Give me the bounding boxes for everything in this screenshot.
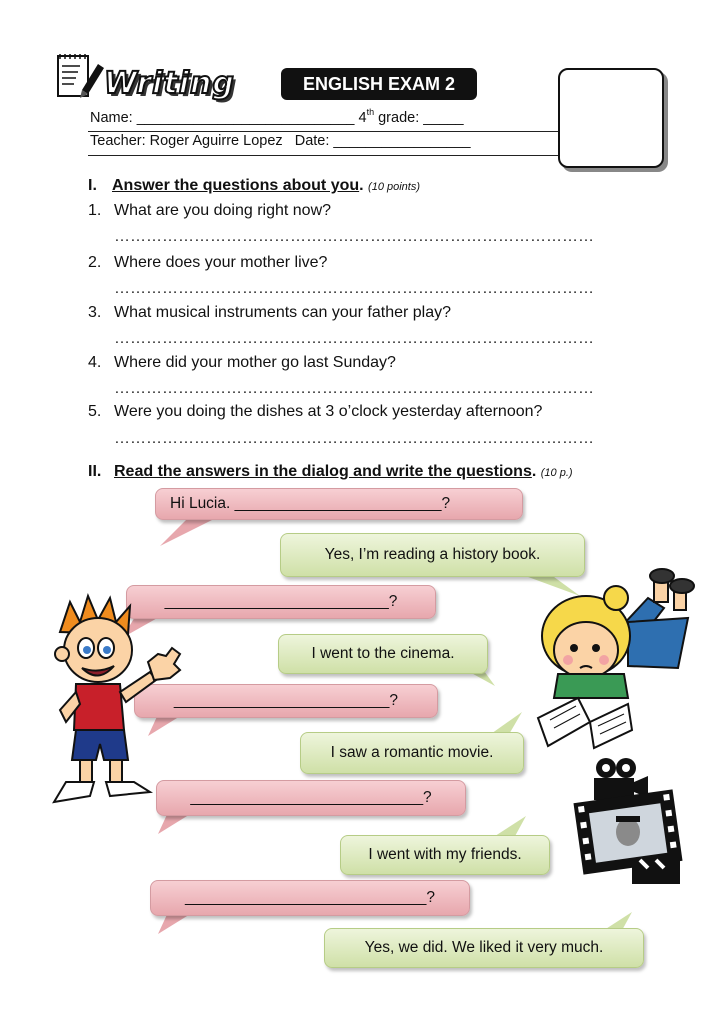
- question-number: 5.: [88, 403, 102, 420]
- section-points: (10 points): [368, 181, 421, 193]
- question-item: [88, 304, 451, 322]
- question-item: [88, 202, 331, 220]
- logo-text: Writing: [104, 66, 235, 101]
- dialog-bubble-answer: I went with my friends.: [340, 835, 550, 875]
- question-text: What musical instruments can your father play?: [114, 304, 452, 321]
- dialog-bubble-answer: I went to the cinema.: [278, 634, 488, 674]
- writing-logo: [52, 50, 235, 112]
- question-text: What are you doing right now?: [114, 202, 332, 219]
- question-text: Where does your mother live?: [114, 254, 328, 271]
- dialog-bubble-answer: Yes, I’m reading a history book.: [280, 533, 585, 577]
- header-rule: [88, 155, 560, 156]
- dialog-bubble-question[interactable]: _________________________?: [134, 684, 438, 718]
- section-number: I.: [88, 177, 97, 194]
- answer-line[interactable]: ………………………………………………………………………………: [114, 430, 594, 447]
- dialog-bubble-question[interactable]: ___________________________?: [156, 780, 466, 816]
- section-title: Read the answers in the dialog and write the questions: [114, 463, 532, 480]
- section-number: II.: [88, 463, 102, 480]
- answer-line[interactable]: ………………………………………………………………………………: [114, 380, 594, 397]
- question-number: 3.: [88, 304, 102, 321]
- question-number: 4.: [88, 354, 102, 371]
- dialog-bubble-question[interactable]: __________________________?: [126, 585, 436, 619]
- grade-superscript: th: [366, 107, 375, 117]
- section-2-heading: [88, 463, 573, 481]
- movie-film-icon: [568, 756, 696, 886]
- section-points: (10 p.): [540, 467, 573, 479]
- section-period: .: [359, 177, 364, 194]
- question-text: Were you doing the dishes at 3 o’clock yesterday afternoon?: [114, 403, 543, 420]
- boy-illustration: [40, 592, 190, 810]
- dialog-bubble-question[interactable]: ____________________________?: [150, 880, 470, 916]
- section-title: Answer the questions about you: [112, 177, 360, 194]
- answer-line[interactable]: ………………………………………………………………………………: [114, 280, 594, 297]
- question-number: 1.: [88, 202, 102, 219]
- grade-label: grade: _____: [374, 110, 464, 126]
- question-item: [88, 403, 542, 421]
- name-grade-line: [90, 107, 464, 126]
- answer-line[interactable]: ………………………………………………………………………………: [114, 228, 594, 245]
- name-label: Name: ___________________________ 4: [90, 110, 367, 126]
- girl-reading-illustration: [528, 568, 700, 754]
- exam-title: ENGLISH EXAM 2: [281, 68, 477, 100]
- dialog-bubble-question[interactable]: Hi Lucia. ________________________?: [155, 488, 523, 520]
- header-rule: [88, 131, 560, 132]
- section-period: .: [531, 463, 537, 480]
- question-text: Where did your mother go last Sunday?: [114, 354, 396, 371]
- dialog-bubble-answer: Yes, we did. We liked it very much.: [324, 928, 644, 968]
- answer-line[interactable]: ………………………………………………………………………………: [114, 330, 594, 347]
- question-item: [88, 254, 327, 272]
- score-box[interactable]: [558, 68, 664, 168]
- teacher-date-line: Teacher: Roger Aguirre Lopez Date: _________________: [90, 133, 471, 149]
- question-item: [88, 354, 396, 372]
- question-number: 2.: [88, 254, 102, 271]
- section-1-heading: [88, 177, 420, 195]
- bubble-tail: [150, 516, 230, 548]
- dialog-bubble-answer: I saw a romantic movie.: [300, 732, 524, 774]
